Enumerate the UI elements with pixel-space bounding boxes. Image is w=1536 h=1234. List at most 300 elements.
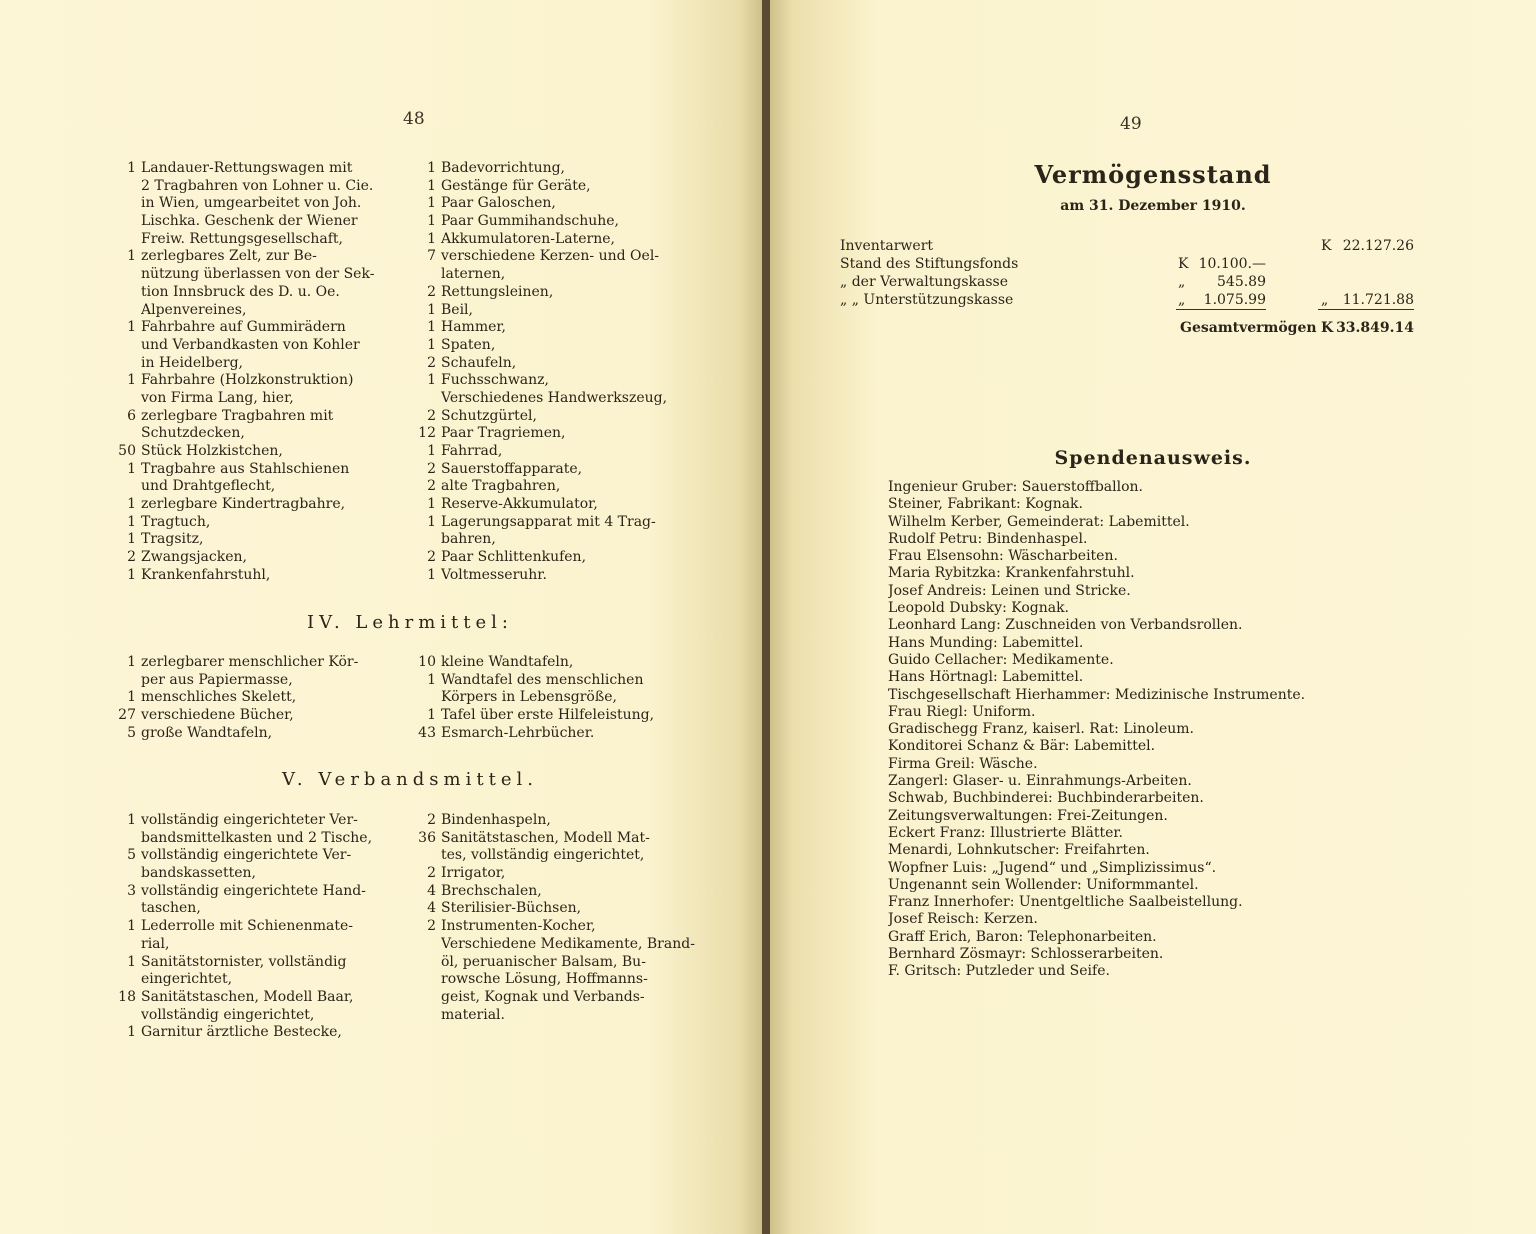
item-text: in Heidelberg, xyxy=(141,354,243,371)
asset-amount: 545.89 xyxy=(1217,274,1266,290)
list-item xyxy=(110,248,415,266)
list-item xyxy=(110,707,415,725)
donation-item: Rudolf Petru: Bindenhaspel. xyxy=(888,530,1088,547)
total-row xyxy=(840,320,1414,338)
item-quantity: 2 xyxy=(427,283,436,300)
total-label: Gesamtvermögen xyxy=(1180,320,1317,336)
assets-table xyxy=(840,238,1414,310)
item-quantity xyxy=(110,865,141,883)
item-quantity: 12 xyxy=(418,425,436,442)
donation-item: Zeitungsverwaltungen: Frei-Zeitungen. xyxy=(888,807,1168,824)
item-text: Fahrbahre (Holzkonstruktion) xyxy=(141,372,354,389)
item-quantity: 1 xyxy=(427,213,436,230)
donation-item: Leopold Dubsky: Kognak. xyxy=(888,600,1070,617)
item-text: zerlegbarer menschlicher Kör- xyxy=(141,654,359,670)
inventory-column-2 xyxy=(410,160,710,585)
list-item xyxy=(410,372,710,390)
list-item xyxy=(410,195,710,213)
item-quantity: 2 xyxy=(427,812,436,828)
item-text: Gestänge für Geräte, xyxy=(441,177,591,194)
sum-rule-mid xyxy=(1176,309,1266,310)
item-text: Fahrrad, xyxy=(441,443,503,459)
list-item xyxy=(110,443,415,461)
list-item xyxy=(410,989,710,1007)
item-text: Badevorrichtung, xyxy=(441,160,566,176)
item-text: geist, Kognak und Verbands- xyxy=(441,988,645,1005)
list-item xyxy=(410,900,710,918)
item-quantity: 2 xyxy=(427,865,436,882)
subtitle: am 31. Dezember 1910. xyxy=(1060,198,1246,214)
list-item xyxy=(110,989,415,1007)
item-quantity xyxy=(110,936,141,954)
item-text: zerlegbare Tragbahren mit xyxy=(141,407,334,424)
item-quantity: 1 xyxy=(427,496,436,513)
donation-item: Gradischegg Franz, kaiserl. Rat: Linoleum. xyxy=(888,721,1194,738)
list-item xyxy=(410,496,710,514)
asset-label: „ „ Unterstützungskasse xyxy=(840,292,1014,308)
item-text: von Firma Lang, hier, xyxy=(141,389,294,406)
item-text: zerlegbare Kindertragbahre, xyxy=(141,496,346,513)
item-text: Freiw. Rettungsgesellschaft, xyxy=(141,230,343,247)
donation-item: Eckert Franz: Illustrierte Blätter. xyxy=(888,824,1123,841)
list-item xyxy=(110,178,415,196)
item-quantity: 1 xyxy=(427,513,436,530)
item-text: Wandtafel des menschlichen xyxy=(441,671,644,688)
item-text: Tragbahre aus Stahlschienen xyxy=(141,460,350,477)
list-item xyxy=(410,936,710,954)
item-quantity: 1 xyxy=(427,336,436,353)
donation-item: Wopfner Luis: „Jugend“ und „Simplizissimus“. xyxy=(888,859,1217,876)
donation-item: Bernhard Zösmayr: Schlosserarbeiten. xyxy=(888,946,1164,963)
list-item xyxy=(110,689,415,707)
item-quantity xyxy=(110,266,141,284)
donation-item: Konditorei Schanz & Bär: Labemittel. xyxy=(888,738,1156,755)
item-text: zerlegbares Zelt, zur Be- xyxy=(141,248,317,265)
donations-heading: Spendenausweis. xyxy=(1054,447,1252,469)
item-quantity: 18 xyxy=(118,988,136,1005)
item-text: Rettungsleinen, xyxy=(441,283,554,300)
item-quantity xyxy=(410,689,441,707)
item-text: Reserve-Akkumulator, xyxy=(441,496,598,513)
list-item xyxy=(110,567,415,585)
list-item xyxy=(110,936,415,954)
item-quantity xyxy=(110,900,141,918)
section-heading-lehrmittel: IV. Lehrmittel: xyxy=(307,612,513,633)
verbandsmittel-column-1 xyxy=(110,812,415,1042)
item-text: vollständig eingerichtet, xyxy=(141,1006,315,1023)
list-item xyxy=(410,461,710,479)
list-item xyxy=(410,355,710,373)
list-item xyxy=(410,408,710,426)
asset-currency: K xyxy=(1178,256,1189,272)
list-item xyxy=(110,302,415,320)
item-quantity: 1 xyxy=(127,953,136,970)
item-quantity xyxy=(110,830,141,848)
item-text: Sterilisier-Büchsen, xyxy=(441,900,582,917)
list-item xyxy=(410,178,710,196)
total-value: 33.849.14 xyxy=(1336,320,1414,336)
item-text: große Wandtafeln, xyxy=(141,724,273,741)
item-text: Lederrolle mit Schienenmate- xyxy=(141,918,353,935)
list-item xyxy=(410,830,710,848)
list-item xyxy=(410,883,710,901)
item-text: Lagerungsapparat mit 4 Trag- xyxy=(441,513,656,530)
list-item xyxy=(110,672,415,690)
item-quantity: 2 xyxy=(427,918,436,935)
list-item xyxy=(110,355,415,373)
list-item xyxy=(110,847,415,865)
list-item xyxy=(110,425,415,443)
list-item xyxy=(110,231,415,249)
donation-item: Hans Hörtnagl: Labemittel. xyxy=(888,669,1084,686)
list-item xyxy=(410,567,710,585)
item-text: Brechschalen, xyxy=(441,882,542,899)
donation-item: Leonhard Lang: Zuschneiden von Verbandsrollen. xyxy=(888,617,1243,634)
item-quantity: 1 xyxy=(127,812,136,828)
title: Vermögensstand xyxy=(1034,160,1272,189)
donation-item: Tischgesellschaft Hierhammer: Medizinische Instrumente. xyxy=(888,686,1306,703)
asset-currency: „ xyxy=(1178,274,1186,290)
item-quantity: 7 xyxy=(427,248,436,265)
item-text: Verschiedenes Handwerkszeug, xyxy=(441,389,668,406)
list-item xyxy=(410,725,710,743)
item-quantity: 1 xyxy=(427,443,436,459)
section-heading-verbandsmittel: V. Verbandsmittel. xyxy=(282,769,538,790)
item-text: Hammer, xyxy=(441,319,506,336)
right-page xyxy=(770,0,1536,1234)
item-quantity: 1 xyxy=(427,177,436,194)
list-item xyxy=(110,954,415,972)
item-text: Landauer-Rettungswagen mit xyxy=(141,160,353,176)
list-item xyxy=(410,478,710,496)
donation-item: Firma Greil: Wäsche. xyxy=(888,755,1038,772)
item-text: vollständig eingerichtete Hand- xyxy=(141,882,366,899)
item-text: Voltmesseruhr. xyxy=(441,566,547,583)
list-item xyxy=(410,160,710,178)
donation-item: Ungenannt sein Wollender: Uniformmantel. xyxy=(888,876,1199,893)
list-item xyxy=(110,284,415,302)
item-quantity: 1 xyxy=(127,689,136,706)
donation-item: Schwab, Buchbinderei: Buchbinderarbeiten. xyxy=(888,790,1204,807)
item-text: Bindenhaspeln, xyxy=(441,812,551,828)
item-quantity: 10 xyxy=(418,654,436,670)
item-quantity: 1 xyxy=(127,248,136,265)
asset-row xyxy=(840,238,1414,256)
item-text: Sanitätstaschen, Modell Baar, xyxy=(141,988,354,1005)
list-item xyxy=(110,195,415,213)
asset-total: 22.127.26 xyxy=(1342,238,1414,254)
list-item xyxy=(110,900,415,918)
page-number: 49 xyxy=(1120,114,1142,134)
item-quantity: 5 xyxy=(127,724,136,741)
list-item xyxy=(410,302,710,320)
list-item xyxy=(410,443,710,461)
page-number: 48 xyxy=(403,109,425,129)
total-currency: K xyxy=(1321,320,1334,336)
item-quantity xyxy=(410,971,441,989)
item-quantity: 1 xyxy=(427,195,436,212)
total-currency: K xyxy=(1321,238,1332,254)
item-quantity: 1 xyxy=(127,160,136,176)
donation-item: Zangerl: Glaser- u. Einrahmungs-Arbeiten. xyxy=(888,773,1192,790)
item-quantity: 2 xyxy=(427,354,436,371)
left-page xyxy=(0,0,762,1234)
list-item xyxy=(410,337,710,355)
item-quantity: 36 xyxy=(418,829,436,846)
item-quantity: 2 xyxy=(427,460,436,477)
donation-item: Guido Cellacher: Medikamente. xyxy=(888,651,1114,668)
donations-list xyxy=(888,479,1508,981)
list-item xyxy=(410,549,710,567)
donation-item: Ingenieur Gruber: Sauerstoffballon. xyxy=(888,479,1144,495)
item-quantity: 1 xyxy=(127,1024,136,1041)
item-text: material. xyxy=(441,1006,505,1023)
item-quantity: 4 xyxy=(427,882,436,899)
item-text: kleine Wandtafeln, xyxy=(441,654,574,670)
item-quantity xyxy=(110,213,141,231)
item-text: taschen, xyxy=(141,900,201,917)
total-currency: „ xyxy=(1321,292,1329,308)
list-item xyxy=(410,248,710,266)
list-item xyxy=(110,461,415,479)
donation-item: Frau Riegl: Uniform. xyxy=(888,703,1036,720)
list-item xyxy=(410,266,710,284)
item-quantity: 1 xyxy=(127,513,136,530)
list-item xyxy=(110,337,415,355)
item-text: Tragtuch, xyxy=(141,513,211,530)
asset-label: Inventarwert xyxy=(840,238,934,254)
item-quantity xyxy=(110,302,141,320)
item-text: Schaufeln, xyxy=(441,354,517,371)
item-quantity xyxy=(410,847,441,865)
list-item xyxy=(410,654,710,672)
item-text: eingerichtet, xyxy=(141,971,233,988)
donation-item: Steiner, Fabrikant: Kognak. xyxy=(888,496,1083,513)
list-item xyxy=(410,707,710,725)
item-text: öl, peruanischer Balsam, Bu- xyxy=(441,953,646,970)
list-item xyxy=(110,812,415,830)
donation-item: Franz Innerhofer: Unentgeltliche Saalbeistellung. xyxy=(888,894,1243,911)
donation-item: Frau Elsensohn: Wäscharbeiten. xyxy=(888,548,1118,565)
item-quantity xyxy=(110,478,141,496)
item-text: und Verbandkasten von Kohler xyxy=(141,336,360,353)
item-quantity xyxy=(110,231,141,249)
item-quantity: 1 xyxy=(427,671,436,688)
list-item xyxy=(410,1007,710,1025)
item-text: Stück Holzkistchen, xyxy=(141,443,283,459)
donation-item: Josef Reisch: Kerzen. xyxy=(888,911,1038,928)
list-item xyxy=(410,319,710,337)
item-quantity: 2 xyxy=(427,478,436,495)
item-quantity xyxy=(110,337,141,355)
list-item xyxy=(410,514,710,532)
item-text: Sanitätstaschen, Modell Mat- xyxy=(441,829,650,846)
list-item xyxy=(410,672,710,690)
list-item xyxy=(410,865,710,883)
item-text: Spaten, xyxy=(441,336,496,353)
list-item xyxy=(110,478,415,496)
item-quantity: 1 xyxy=(127,496,136,513)
item-text: vollständig eingerichteter Ver- xyxy=(141,812,358,828)
item-text: Paar Gummihandschuhe, xyxy=(441,213,620,230)
item-text: und Drahtgeflecht, xyxy=(141,478,276,495)
verbandsmittel-column-2 xyxy=(410,812,710,1024)
item-quantity xyxy=(410,1007,441,1025)
list-item xyxy=(110,918,415,936)
list-item xyxy=(410,847,710,865)
sum-rule-right xyxy=(1318,309,1414,310)
item-text: Alpenvereines, xyxy=(141,301,247,318)
list-item xyxy=(410,425,710,443)
item-quantity: 3 xyxy=(127,882,136,899)
item-quantity: 1 xyxy=(127,372,136,389)
item-quantity: 1 xyxy=(127,918,136,935)
item-quantity: 1 xyxy=(127,654,136,670)
item-text: Sanitätstornister, vollständig xyxy=(141,953,347,970)
item-quantity xyxy=(410,936,441,954)
item-quantity: 1 xyxy=(127,531,136,548)
item-text: vollständig eingerichtete Ver- xyxy=(141,847,352,864)
item-text: Garnitur ärztliche Bestecke, xyxy=(141,1024,342,1041)
item-quantity: 1 xyxy=(427,230,436,247)
item-quantity xyxy=(410,954,441,972)
list-item xyxy=(410,971,710,989)
list-item xyxy=(110,160,415,178)
item-text: Verschiedene Medikamente, Brand- xyxy=(441,935,695,952)
list-item xyxy=(410,231,710,249)
item-quantity xyxy=(110,178,141,196)
item-text: Akkumulatoren-Laterne, xyxy=(441,230,615,247)
item-quantity: 27 xyxy=(118,707,136,724)
item-text: Paar Galoschen, xyxy=(441,195,556,212)
item-text: Fuchsschwanz, xyxy=(441,372,549,389)
asset-row xyxy=(840,274,1414,292)
asset-total: 11.721.88 xyxy=(1342,292,1414,308)
list-item xyxy=(110,1024,415,1042)
item-quantity xyxy=(110,195,141,213)
list-item xyxy=(410,812,710,830)
donation-item: Hans Munding: Labemittel. xyxy=(888,634,1084,651)
asset-label: Stand des Stiftungsfonds xyxy=(840,256,1019,272)
item-quantity: 1 xyxy=(127,460,136,477)
item-quantity: 50 xyxy=(118,443,136,459)
item-text: Irrigator, xyxy=(441,865,506,882)
item-quantity: 1 xyxy=(427,319,436,336)
item-quantity: 1 xyxy=(427,707,436,724)
item-text: per aus Papiermasse, xyxy=(141,671,293,688)
donation-item: Menardi, Lohnkutscher: Freifahrten. xyxy=(888,842,1150,859)
list-item xyxy=(110,408,415,426)
list-item xyxy=(110,372,415,390)
item-quantity xyxy=(410,266,441,284)
asset-row xyxy=(840,292,1414,310)
item-quantity: 43 xyxy=(418,724,436,741)
item-quantity: 6 xyxy=(127,407,136,424)
item-text: Paar Tragriemen, xyxy=(441,425,566,442)
asset-currency: „ xyxy=(1178,292,1186,308)
item-quantity xyxy=(410,390,441,408)
item-quantity: 1 xyxy=(127,319,136,336)
list-item xyxy=(110,390,415,408)
list-item xyxy=(110,1007,415,1025)
list-item xyxy=(110,496,415,514)
item-text: Lischka. Geschenk der Wiener xyxy=(141,213,358,230)
item-quantity: 2 xyxy=(427,549,436,566)
item-text: Körpers in Lebensgröße, xyxy=(441,689,617,706)
item-quantity xyxy=(110,355,141,373)
item-text: verschiedene Kerzen- und Oel- xyxy=(441,248,660,265)
asset-label: „ der Verwaltungskasse xyxy=(840,274,1008,290)
asset-amount: 1.075.99 xyxy=(1203,292,1266,308)
item-quantity: 4 xyxy=(427,900,436,917)
donation-item: Josef Andreis: Leinen und Stricke. xyxy=(888,582,1131,599)
item-text: laternen, xyxy=(441,266,506,283)
item-quantity xyxy=(110,425,141,443)
item-text: bahren, xyxy=(441,531,496,548)
list-item xyxy=(410,689,710,707)
donation-item: Maria Rybitzka: Krankenfahrstuhl. xyxy=(888,565,1135,582)
lehrmittel-column-1 xyxy=(110,654,415,742)
item-quantity: 1 xyxy=(427,566,436,583)
list-item xyxy=(110,883,415,901)
item-quantity xyxy=(110,971,141,989)
item-text: menschliches Skelett, xyxy=(141,689,297,706)
item-text: tes, vollständig eingerichtet, xyxy=(441,847,645,864)
donation-item: Graff Erich, Baron: Telephonarbeiten. xyxy=(888,928,1157,945)
list-item xyxy=(410,918,710,936)
item-text: alte Tragbahren, xyxy=(441,478,561,495)
donation-item: F. Gritsch: Putzleder und Seife. xyxy=(888,963,1110,980)
list-item xyxy=(110,971,415,989)
item-text: Tafel über erste Hilfeleistung, xyxy=(441,707,655,724)
item-text: Esmarch-Lehrbücher. xyxy=(441,724,595,741)
item-text: verschiedene Bücher, xyxy=(141,707,294,724)
item-quantity: 1 xyxy=(427,301,436,318)
item-text: nützung überlassen von der Sek- xyxy=(141,266,375,283)
list-item xyxy=(410,213,710,231)
list-item xyxy=(110,531,415,549)
item-text: rowsche Lösung, Hoffmanns- xyxy=(441,971,648,988)
item-quantity: 2 xyxy=(127,549,136,566)
item-quantity: 1 xyxy=(427,160,436,176)
list-item xyxy=(110,725,415,743)
inventory-column-1 xyxy=(110,160,415,585)
item-quantity: 1 xyxy=(427,372,436,389)
item-text: Beil, xyxy=(441,301,473,318)
item-text: Krankenfahrstuhl, xyxy=(141,566,271,583)
list-item xyxy=(110,830,415,848)
item-text: Schutzgürtel, xyxy=(441,407,537,424)
item-quantity: 5 xyxy=(127,847,136,864)
item-text: bandsmittelkasten und 2 Tische, xyxy=(141,829,373,846)
list-item xyxy=(110,319,415,337)
item-quantity xyxy=(110,284,141,302)
list-item xyxy=(410,531,710,549)
book-gutter xyxy=(762,0,770,1234)
list-item xyxy=(410,390,710,408)
item-quantity xyxy=(110,672,141,690)
item-text: Tragsitz, xyxy=(141,531,204,548)
donation-item: Wilhelm Kerber, Gemeinderat: Labemittel. xyxy=(888,513,1190,530)
item-quantity: 1 xyxy=(127,566,136,583)
item-quantity xyxy=(110,390,141,408)
item-quantity xyxy=(410,531,441,549)
item-text: in Wien, umgearbeitet von Joh. xyxy=(141,195,362,212)
list-item xyxy=(110,266,415,284)
list-item xyxy=(110,514,415,532)
item-text: Paar Schlittenkufen, xyxy=(441,549,587,566)
item-text: tion Innsbruck des D. u. Oe. xyxy=(141,283,340,300)
